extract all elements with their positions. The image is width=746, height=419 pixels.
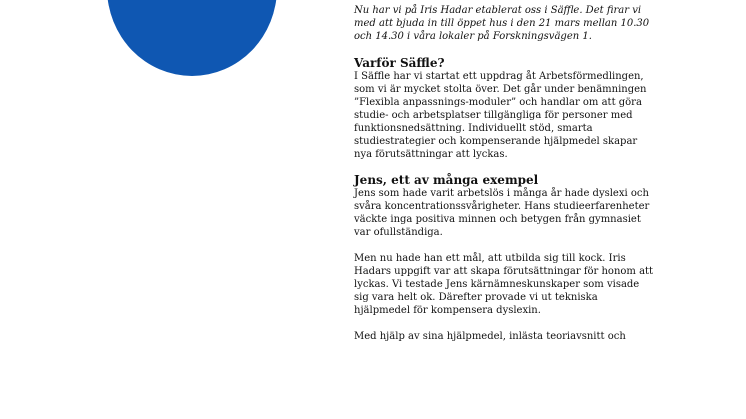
section-heading-jens: Jens, ett av många exempel [354,173,539,187]
intro-text: Nu har vi på Iris Hadar etablerat oss i Säffle. Det firar vi med att bjuda in till öppet hus i den 21 mars mellan 10.30 och 14.30 i våra lokaler på Forskningsvägen 1. [354,5,650,42]
article-column [354,4,654,356]
paragraph: Men nu hade han ett mål, att utbilda sig till kock. Iris Hadars uppgift var att skapa förutsättningar för honom att lyckas. Vi testade Jens kärnämneskunskaper som visade sig vara helt ok. Därefter provade vi ut tekniska hjälpmedel för kompensera dyslexin. [354,253,654,316]
paragraph: Med hjälp av sina hjälpmedel, inlästa teoriavsnitt och [354,331,626,342]
blue-circle-graphic [107,0,277,76]
paragraph: Jens som hade varit arbetslös i många år hade dyslexi och svåra koncentrationssvårigheter. Hans studieerfarenheter väckte inga positiva minnen och betygen från gymnasiet var ofullständiga. [354,188,650,238]
paragraph: I Säffle har vi startat ett uppdrag åt Arbetsförmedlingen, som vi är mycket stolta över. Det går under benämningen ”Flexibla anpassnings-moduler” och handlar om att göra studie- och arbetsplatser tillgängliga för personer med funktionsnedsättning. Individuellt stöd, smarta studiestrategier och kompenserande hjälpmedel skapar nya förutsättningar att lyckas. [354,71,647,160]
section-heading-varfor-saffle: Varför Säffle? [354,56,445,70]
